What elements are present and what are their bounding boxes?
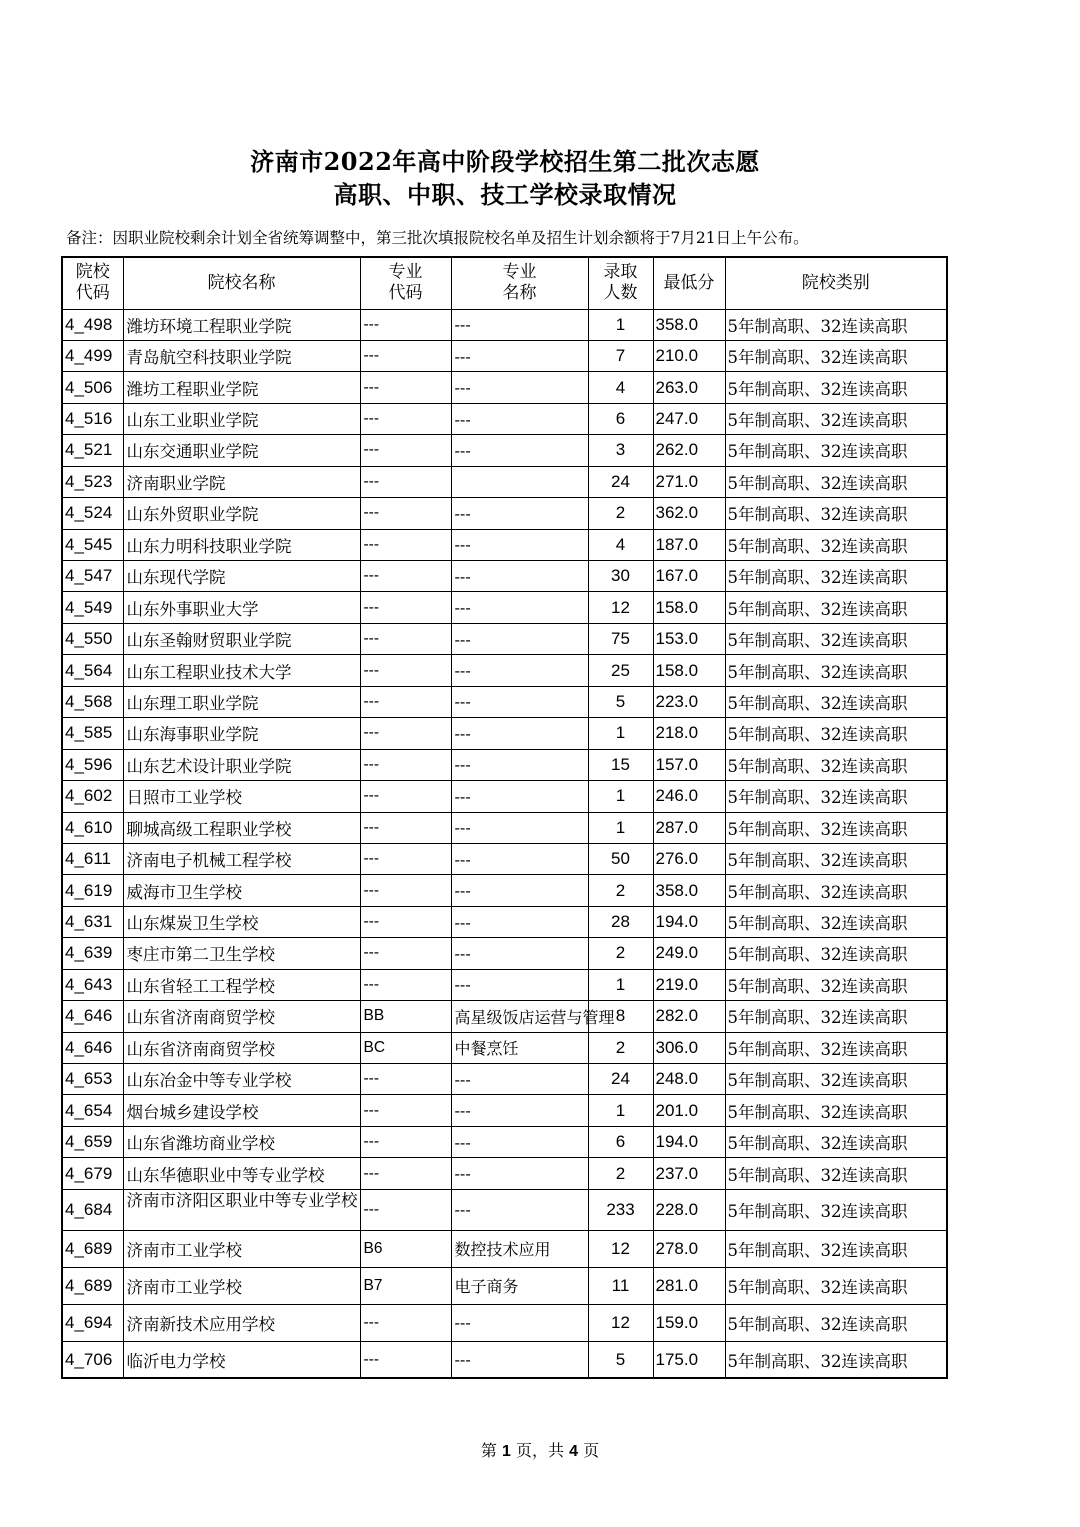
school-code-cell: 4_646 bbox=[62, 1001, 123, 1032]
table-row bbox=[62, 466, 947, 497]
school-code-cell: 4_689 bbox=[62, 1230, 123, 1267]
school-code-cell: 4_585 bbox=[62, 718, 123, 749]
min-score-cell: 237.0 bbox=[653, 1158, 725, 1189]
school-code-cell: 4_499 bbox=[62, 340, 123, 371]
major-name-cell: --- bbox=[451, 309, 588, 340]
school-code-cell: 4_506 bbox=[62, 372, 123, 403]
table-row bbox=[62, 592, 947, 623]
school-type-cell: 5年制高职、32连读高职 bbox=[725, 529, 947, 560]
table-row bbox=[62, 435, 947, 466]
admitted-count-cell: 25 bbox=[588, 655, 653, 686]
major-code-cell: --- bbox=[360, 843, 451, 874]
major-name-cell: --- bbox=[451, 561, 588, 592]
table-row bbox=[62, 812, 947, 843]
major-name-cell: --- bbox=[451, 718, 588, 749]
school-name-cell: 威海市卫生学校 bbox=[123, 875, 360, 906]
major-name-cell: --- bbox=[451, 781, 588, 812]
school-type-cell: 5年制高职、32连读高职 bbox=[725, 1032, 947, 1063]
school-code-cell: 4_524 bbox=[62, 498, 123, 529]
min-score-cell: 263.0 bbox=[653, 372, 725, 403]
min-score-cell: 282.0 bbox=[653, 1001, 725, 1032]
school-code-cell: 4_706 bbox=[62, 1341, 123, 1378]
admitted-count-cell: 233 bbox=[588, 1189, 653, 1230]
major-code-cell: BB bbox=[360, 1001, 451, 1032]
min-score-cell: 158.0 bbox=[653, 655, 725, 686]
school-type-cell: 5年制高职、32连读高职 bbox=[725, 1189, 947, 1230]
major-code-cell: --- bbox=[360, 1304, 451, 1341]
school-code-cell: 4_498 bbox=[62, 309, 123, 340]
major-code-cell: --- bbox=[360, 718, 451, 749]
table-row bbox=[62, 403, 947, 434]
school-type-cell: 5年制高职、32连读高职 bbox=[725, 1095, 947, 1126]
header-min-score: 最低分 bbox=[653, 257, 725, 309]
school-type-cell: 5年制高职、32连读高职 bbox=[725, 875, 947, 906]
major-name-cell: --- bbox=[451, 403, 588, 434]
school-name-cell: 山东省轻工工程学校 bbox=[123, 969, 360, 1000]
major-code-cell: --- bbox=[360, 623, 451, 654]
school-type-cell: 5年制高职、32连读高职 bbox=[725, 1267, 947, 1304]
school-code-cell: 4_611 bbox=[62, 843, 123, 874]
min-score-cell: 167.0 bbox=[653, 561, 725, 592]
admitted-count-cell: 2 bbox=[588, 1158, 653, 1189]
major-code-cell: --- bbox=[360, 466, 451, 497]
school-type-cell: 5年制高职、32连读高职 bbox=[725, 372, 947, 403]
table-row bbox=[62, 340, 947, 371]
school-type-cell: 5年制高职、32连读高职 bbox=[725, 843, 947, 874]
school-code-cell: 4_523 bbox=[62, 466, 123, 497]
min-score-cell: 218.0 bbox=[653, 718, 725, 749]
admitted-count-cell: 24 bbox=[588, 1064, 653, 1095]
min-score-cell: 157.0 bbox=[653, 749, 725, 780]
school-code-cell: 4_521 bbox=[62, 435, 123, 466]
school-code-cell: 4_602 bbox=[62, 781, 123, 812]
major-name-cell: --- bbox=[451, 969, 588, 1000]
major-code-cell: --- bbox=[360, 1095, 451, 1126]
table-header-row bbox=[62, 257, 947, 309]
school-name-cell: 济南市济阳区职业中等专业学校 bbox=[123, 1189, 360, 1230]
table-row bbox=[62, 1001, 947, 1032]
school-code-cell: 4_610 bbox=[62, 812, 123, 843]
admitted-count-cell: 4 bbox=[588, 372, 653, 403]
admitted-count-cell: 1 bbox=[588, 1095, 653, 1126]
school-code-cell: 4_639 bbox=[62, 938, 123, 969]
school-name-cell: 山东现代学院 bbox=[123, 561, 360, 592]
table-row bbox=[62, 1189, 947, 1230]
school-code-cell: 4_659 bbox=[62, 1126, 123, 1157]
header-school-type: 院校类别 bbox=[725, 257, 947, 309]
remark-note: 备注：因职业院校剩余计划全省统筹调整中，第三批次填报院校名单及招生计划余额将于7月21日上午公布。 bbox=[66, 229, 809, 247]
major-name-cell: --- bbox=[451, 749, 588, 780]
school-type-cell: 5年制高职、32连读高职 bbox=[725, 686, 947, 717]
major-name-cell: --- bbox=[451, 875, 588, 906]
school-name-cell: 济南职业学院 bbox=[123, 466, 360, 497]
major-name-cell: --- bbox=[451, 498, 588, 529]
min-score-cell: 306.0 bbox=[653, 1032, 725, 1063]
major-code-cell: --- bbox=[360, 561, 451, 592]
school-type-cell: 5年制高职、32连读高职 bbox=[725, 1001, 947, 1032]
school-name-cell: 山东省济南商贸学校 bbox=[123, 1001, 360, 1032]
major-code-cell: --- bbox=[360, 498, 451, 529]
school-code-cell: 4_643 bbox=[62, 969, 123, 1000]
table-row bbox=[62, 1341, 947, 1378]
table-row bbox=[62, 843, 947, 874]
school-name-cell: 山东省潍坊商业学校 bbox=[123, 1126, 360, 1157]
min-score-cell: 158.0 bbox=[653, 592, 725, 623]
school-name-cell: 青岛航空科技职业学院 bbox=[123, 340, 360, 371]
school-name-cell: 山东交通职业学院 bbox=[123, 435, 360, 466]
table-row bbox=[62, 1304, 947, 1341]
school-type-cell: 5年制高职、32连读高职 bbox=[725, 623, 947, 654]
major-code-cell: --- bbox=[360, 435, 451, 466]
major-code-cell: --- bbox=[360, 309, 451, 340]
school-name-cell: 山东艺术设计职业学院 bbox=[123, 749, 360, 780]
school-name-cell: 济南市工业学校 bbox=[123, 1267, 360, 1304]
major-code-cell: BC bbox=[360, 1032, 451, 1063]
major-code-cell: --- bbox=[360, 686, 451, 717]
school-name-cell: 临沂电力学校 bbox=[123, 1341, 360, 1378]
admitted-count-cell: 6 bbox=[588, 403, 653, 434]
min-score-cell: 249.0 bbox=[653, 938, 725, 969]
school-name-cell: 山东华德职业中等专业学校 bbox=[123, 1158, 360, 1189]
admitted-count-cell: 5 bbox=[588, 1341, 653, 1378]
table-row bbox=[62, 938, 947, 969]
min-score-cell: 247.0 bbox=[653, 403, 725, 434]
school-code-cell: 4_631 bbox=[62, 906, 123, 937]
school-code-cell: 4_646 bbox=[62, 1032, 123, 1063]
table-row bbox=[62, 781, 947, 812]
school-name-cell: 山东圣翰财贸职业学院 bbox=[123, 623, 360, 654]
major-name-cell: --- bbox=[451, 1158, 588, 1189]
school-code-cell: 4_545 bbox=[62, 529, 123, 560]
major-name-cell: --- bbox=[451, 340, 588, 371]
admitted-count-cell: 3 bbox=[588, 435, 653, 466]
admitted-count-cell: 50 bbox=[588, 843, 653, 874]
school-name-cell: 山东工业职业学院 bbox=[123, 403, 360, 434]
school-name-cell: 山东外贸职业学院 bbox=[123, 498, 360, 529]
page-title-line2: 高职、中职、技工学校录取情况 bbox=[333, 180, 677, 209]
school-name-cell: 聊城高级工程职业学校 bbox=[123, 812, 360, 843]
school-name-cell: 济南新技术应用学校 bbox=[123, 1304, 360, 1341]
major-name-cell: 电子商务 bbox=[451, 1267, 588, 1304]
table-row bbox=[62, 749, 947, 780]
major-name-cell: 高星级饭店运营与管理 bbox=[451, 1001, 588, 1032]
school-type-cell: 5年制高职、32连读高职 bbox=[725, 906, 947, 937]
admitted-count-cell: 5 bbox=[588, 686, 653, 717]
major-code-cell: --- bbox=[360, 938, 451, 969]
major-name-cell: --- bbox=[451, 812, 588, 843]
min-score-cell: 246.0 bbox=[653, 781, 725, 812]
major-code-cell: --- bbox=[360, 969, 451, 1000]
min-score-cell: 281.0 bbox=[653, 1267, 725, 1304]
school-name-cell: 潍坊工程职业学院 bbox=[123, 372, 360, 403]
school-type-cell: 5年制高职、32连读高职 bbox=[725, 1064, 947, 1095]
table-row bbox=[62, 1126, 947, 1157]
major-name-cell: --- bbox=[451, 686, 588, 717]
admitted-count-cell: 12 bbox=[588, 592, 653, 623]
school-name-cell: 山东煤炭卫生学校 bbox=[123, 906, 360, 937]
min-score-cell: 194.0 bbox=[653, 906, 725, 937]
major-name-cell: 数控技术应用 bbox=[451, 1230, 588, 1267]
school-name-cell: 烟台城乡建设学校 bbox=[123, 1095, 360, 1126]
school-name-cell: 山东海事职业学院 bbox=[123, 718, 360, 749]
min-score-cell: 362.0 bbox=[653, 498, 725, 529]
school-type-cell: 5年制高职、32连读高职 bbox=[725, 1230, 947, 1267]
school-type-cell: 5年制高职、32连读高职 bbox=[725, 466, 947, 497]
school-name-cell: 日照市工业学校 bbox=[123, 781, 360, 812]
min-score-cell: 175.0 bbox=[653, 1341, 725, 1378]
min-score-cell: 201.0 bbox=[653, 1095, 725, 1126]
admitted-count-cell: 75 bbox=[588, 623, 653, 654]
table-row bbox=[62, 718, 947, 749]
major-code-cell: --- bbox=[360, 1158, 451, 1189]
header-major-code: 专业 代码 bbox=[360, 257, 451, 309]
school-type-cell: 5年制高职、32连读高职 bbox=[725, 403, 947, 434]
school-code-cell: 4_547 bbox=[62, 561, 123, 592]
major-code-cell: B6 bbox=[360, 1230, 451, 1267]
school-name-cell: 济南电子机械工程学校 bbox=[123, 843, 360, 874]
table-row bbox=[62, 969, 947, 1000]
school-name-cell: 山东冶金中等专业学校 bbox=[123, 1064, 360, 1095]
admission-table bbox=[61, 256, 948, 1379]
min-score-cell: 358.0 bbox=[653, 309, 725, 340]
min-score-cell: 223.0 bbox=[653, 686, 725, 717]
school-type-cell: 5年制高职、32连读高职 bbox=[725, 812, 947, 843]
major-name-cell: --- bbox=[451, 655, 588, 686]
table-row bbox=[62, 561, 947, 592]
major-name-cell: 中餐烹饪 bbox=[451, 1032, 588, 1063]
major-name-cell: --- bbox=[451, 843, 588, 874]
school-code-cell: 4_516 bbox=[62, 403, 123, 434]
min-score-cell: 278.0 bbox=[653, 1230, 725, 1267]
min-score-cell: 187.0 bbox=[653, 529, 725, 560]
school-type-cell: 5年制高职、32连读高职 bbox=[725, 498, 947, 529]
header-major-name: 专业 名称 bbox=[451, 257, 588, 309]
school-type-cell: 5年制高职、32连读高职 bbox=[725, 718, 947, 749]
major-name-cell: --- bbox=[451, 906, 588, 937]
major-name-cell: --- bbox=[451, 372, 588, 403]
min-score-cell: 210.0 bbox=[653, 340, 725, 371]
school-code-cell: 4_568 bbox=[62, 686, 123, 717]
major-code-cell: --- bbox=[360, 655, 451, 686]
table-row bbox=[62, 309, 947, 340]
school-code-cell: 4_550 bbox=[62, 623, 123, 654]
major-code-cell: --- bbox=[360, 749, 451, 780]
major-name-cell: --- bbox=[451, 435, 588, 466]
major-name-cell: --- bbox=[451, 1189, 588, 1230]
admitted-count-cell: 7 bbox=[588, 340, 653, 371]
major-code-cell: B7 bbox=[360, 1267, 451, 1304]
admitted-count-cell: 6 bbox=[588, 1126, 653, 1157]
table-row bbox=[62, 372, 947, 403]
admitted-count-cell: 8 bbox=[588, 1001, 653, 1032]
school-name-cell: 山东理工职业学院 bbox=[123, 686, 360, 717]
major-name-cell: --- bbox=[451, 592, 588, 623]
major-code-cell: --- bbox=[360, 906, 451, 937]
min-score-cell: 159.0 bbox=[653, 1304, 725, 1341]
school-type-cell: 5年制高职、32连读高职 bbox=[725, 969, 947, 1000]
school-type-cell: 5年制高职、32连读高职 bbox=[725, 561, 947, 592]
header-school-name: 院校名称 bbox=[123, 257, 360, 309]
min-score-cell: 194.0 bbox=[653, 1126, 725, 1157]
school-type-cell: 5年制高职、32连读高职 bbox=[725, 1158, 947, 1189]
major-name-cell bbox=[451, 466, 588, 497]
major-code-cell: --- bbox=[360, 875, 451, 906]
major-name-cell: --- bbox=[451, 1304, 588, 1341]
admitted-count-cell: 2 bbox=[588, 498, 653, 529]
header-admitted-count: 录取 人数 bbox=[588, 257, 653, 309]
school-type-cell: 5年制高职、32连读高职 bbox=[725, 1126, 947, 1157]
school-name-cell: 山东外事职业大学 bbox=[123, 592, 360, 623]
admitted-count-cell: 11 bbox=[588, 1267, 653, 1304]
major-code-cell: --- bbox=[360, 340, 451, 371]
table-row bbox=[62, 498, 947, 529]
school-code-cell: 4_619 bbox=[62, 875, 123, 906]
school-name-cell: 济南市工业学校 bbox=[123, 1230, 360, 1267]
admitted-count-cell: 28 bbox=[588, 906, 653, 937]
table-row bbox=[62, 1032, 947, 1063]
min-score-cell: 276.0 bbox=[653, 843, 725, 874]
major-name-cell: --- bbox=[451, 1341, 588, 1378]
major-code-cell: --- bbox=[360, 1341, 451, 1378]
school-code-cell: 4_689 bbox=[62, 1267, 123, 1304]
school-name-cell: 山东力明科技职业学院 bbox=[123, 529, 360, 560]
table-row bbox=[62, 875, 947, 906]
major-name-cell: --- bbox=[451, 938, 588, 969]
major-name-cell: --- bbox=[451, 529, 588, 560]
major-code-cell: --- bbox=[360, 812, 451, 843]
major-code-cell: --- bbox=[360, 403, 451, 434]
major-code-cell: --- bbox=[360, 529, 451, 560]
major-code-cell: --- bbox=[360, 781, 451, 812]
school-name-cell: 山东工程职业技术大学 bbox=[123, 655, 360, 686]
admitted-count-cell: 1 bbox=[588, 309, 653, 340]
min-score-cell: 271.0 bbox=[653, 466, 725, 497]
major-code-cell: --- bbox=[360, 372, 451, 403]
school-type-cell: 5年制高职、32连读高职 bbox=[725, 592, 947, 623]
school-type-cell: 5年制高职、32连读高职 bbox=[725, 309, 947, 340]
school-type-cell: 5年制高职、32连读高职 bbox=[725, 1304, 947, 1341]
min-score-cell: 287.0 bbox=[653, 812, 725, 843]
major-name-cell: --- bbox=[451, 1126, 588, 1157]
school-name-cell: 枣庄市第二卫生学校 bbox=[123, 938, 360, 969]
school-code-cell: 4_679 bbox=[62, 1158, 123, 1189]
major-code-cell: --- bbox=[360, 1126, 451, 1157]
admitted-count-cell: 2 bbox=[588, 1032, 653, 1063]
school-code-cell: 4_549 bbox=[62, 592, 123, 623]
admitted-count-cell: 2 bbox=[588, 938, 653, 969]
school-name-cell: 山东省济南商贸学校 bbox=[123, 1032, 360, 1063]
admitted-count-cell: 1 bbox=[588, 969, 653, 1000]
admitted-count-cell: 12 bbox=[588, 1230, 653, 1267]
table-row bbox=[62, 686, 947, 717]
admitted-count-cell: 30 bbox=[588, 561, 653, 592]
school-code-cell: 4_684 bbox=[62, 1189, 123, 1230]
table-row bbox=[62, 1267, 947, 1304]
min-score-cell: 248.0 bbox=[653, 1064, 725, 1095]
min-score-cell: 219.0 bbox=[653, 969, 725, 1000]
table-row bbox=[62, 906, 947, 937]
major-code-cell: --- bbox=[360, 1189, 451, 1230]
school-code-cell: 4_694 bbox=[62, 1304, 123, 1341]
min-score-cell: 262.0 bbox=[653, 435, 725, 466]
admitted-count-cell: 2 bbox=[588, 875, 653, 906]
admitted-count-cell: 1 bbox=[588, 812, 653, 843]
school-type-cell: 5年制高职、32连读高职 bbox=[725, 655, 947, 686]
table-row bbox=[62, 1158, 947, 1189]
school-type-cell: 5年制高职、32连读高职 bbox=[725, 435, 947, 466]
major-code-cell: --- bbox=[360, 1064, 451, 1095]
admitted-count-cell: 12 bbox=[588, 1304, 653, 1341]
table-row bbox=[62, 1230, 947, 1267]
major-code-cell: --- bbox=[360, 592, 451, 623]
school-type-cell: 5年制高职、32连读高职 bbox=[725, 1341, 947, 1378]
table-row bbox=[62, 1064, 947, 1095]
table-row bbox=[62, 623, 947, 654]
major-name-cell: --- bbox=[451, 1064, 588, 1095]
page-footer: 第 1 页，共 4 页 bbox=[480, 1441, 600, 1460]
min-score-cell: 153.0 bbox=[653, 623, 725, 654]
min-score-cell: 358.0 bbox=[653, 875, 725, 906]
admitted-count-cell: 4 bbox=[588, 529, 653, 560]
admitted-count-cell: 1 bbox=[588, 718, 653, 749]
table-row bbox=[62, 655, 947, 686]
major-name-cell: --- bbox=[451, 623, 588, 654]
admitted-count-cell: 15 bbox=[588, 749, 653, 780]
school-code-cell: 4_564 bbox=[62, 655, 123, 686]
school-name-cell: 潍坊环境工程职业学院 bbox=[123, 309, 360, 340]
school-type-cell: 5年制高职、32连读高职 bbox=[725, 749, 947, 780]
page-title-line1: 济南市2022年高中阶段学校招生第二批次志愿 bbox=[250, 147, 760, 176]
school-code-cell: 4_653 bbox=[62, 1064, 123, 1095]
min-score-cell: 228.0 bbox=[653, 1189, 725, 1230]
school-code-cell: 4_596 bbox=[62, 749, 123, 780]
school-type-cell: 5年制高职、32连读高职 bbox=[725, 781, 947, 812]
major-name-cell: --- bbox=[451, 1095, 588, 1126]
school-code-cell: 4_654 bbox=[62, 1095, 123, 1126]
school-type-cell: 5年制高职、32连读高职 bbox=[725, 340, 947, 371]
table-row bbox=[62, 529, 947, 560]
school-type-cell: 5年制高职、32连读高职 bbox=[725, 938, 947, 969]
table-row bbox=[62, 1095, 947, 1126]
admitted-count-cell: 24 bbox=[588, 466, 653, 497]
admitted-count-cell: 1 bbox=[588, 781, 653, 812]
header-school-code: 院校 代码 bbox=[62, 257, 123, 309]
